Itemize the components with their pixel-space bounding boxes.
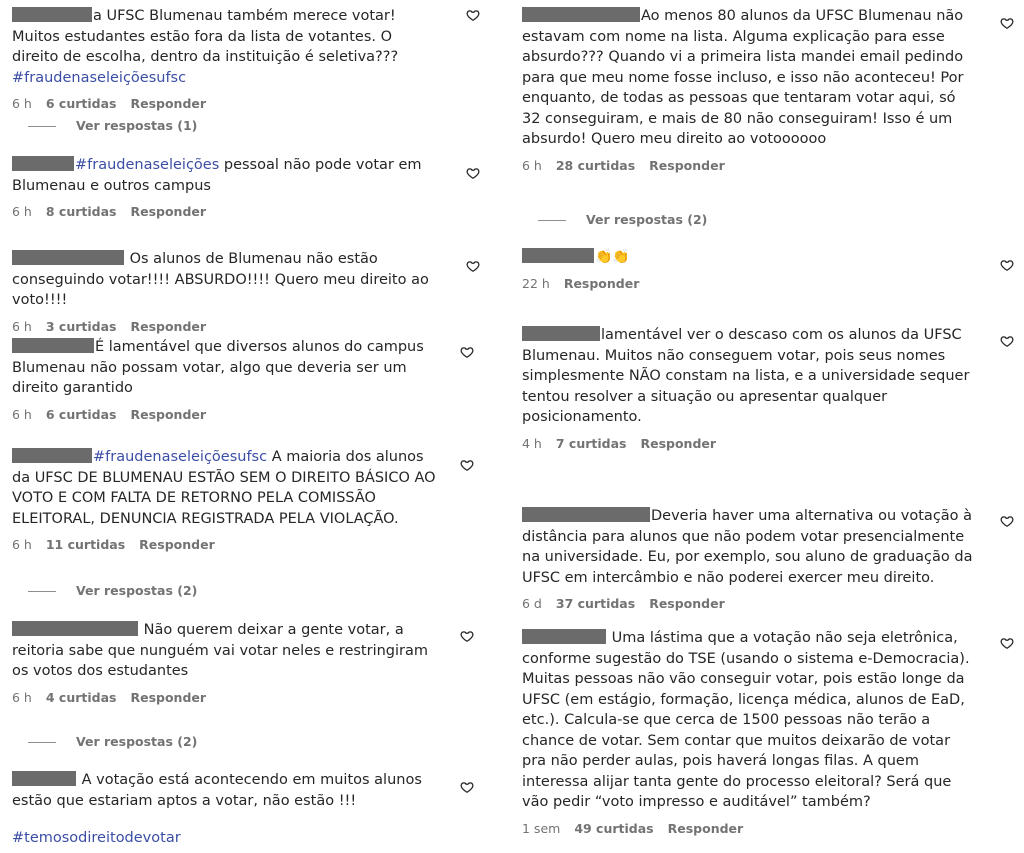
hashtag-link[interactable]: #fraudenaseleiçõesufsc — [12, 69, 187, 86]
hashtag-link[interactable]: #temosodireitodevotar — [12, 830, 181, 846]
comment-item — [12, 620, 442, 705]
hashtag-link[interactable]: #fraudenaseleiçõesufsc — [93, 449, 268, 465]
comment-item — [12, 6, 442, 111]
comment-text — [12, 337, 442, 399]
comment-text — [522, 325, 978, 428]
like-count[interactable]: 37 curtidas — [555, 596, 636, 611]
comment-meta — [522, 276, 978, 291]
comment-meta — [12, 319, 442, 334]
redacted-username — [522, 507, 650, 522]
comment-body: Não querem deixar a gente votar, a reitoria sabe que nunguém vai votar neles e restringiram os votos dos estudantes — [12, 622, 428, 679]
comment-text — [12, 770, 442, 811]
reply-button[interactable]: Responder — [130, 96, 207, 111]
comment-item — [12, 770, 442, 811]
comment-text — [12, 447, 442, 529]
like-count[interactable]: 4 curtidas — [45, 689, 117, 705]
view-replies-label: Ver respostas (2) — [76, 583, 198, 598]
like-count[interactable]: 28 curtidas — [555, 157, 636, 173]
reply-button[interactable]: Responder — [640, 435, 717, 451]
reply-button[interactable]: Responder — [667, 820, 744, 836]
comment-item — [522, 325, 978, 451]
like-count[interactable]: 8 curtidas — [45, 204, 117, 219]
like-count[interactable]: 11 curtidas — [45, 537, 126, 552]
comment-item — [12, 447, 442, 552]
comment-item — [12, 249, 442, 334]
view-replies-label: Ver respostas (2) — [586, 212, 708, 227]
comment-body: A votação está acontecendo em muitos alunos estão que estariam aptos a votar, não estão !!! — [12, 772, 422, 809]
comment-text — [12, 249, 442, 311]
comment-meta — [522, 821, 978, 836]
comment-item — [12, 155, 442, 219]
reply-button[interactable]: Responder — [139, 537, 215, 552]
like-count[interactable]: 6 curtidas — [45, 406, 117, 422]
comment-item — [522, 506, 978, 611]
comment-meta — [522, 436, 978, 451]
comment-text — [12, 620, 442, 682]
redacted-username — [12, 448, 92, 463]
replies-divider-line — [538, 220, 566, 221]
replies-divider-line — [28, 742, 56, 743]
reply-button[interactable]: Responder — [130, 204, 207, 219]
comment-timestamp: 22 h — [522, 275, 550, 291]
like-heart-icon[interactable] — [460, 780, 474, 794]
comment-meta — [12, 96, 442, 111]
replies-divider-line — [28, 126, 56, 127]
comment-item — [522, 628, 978, 836]
comment-timestamp: 6 h — [12, 689, 32, 705]
comment-meta — [12, 537, 442, 552]
like-heart-icon[interactable] — [460, 345, 474, 359]
comment-meta — [522, 596, 978, 611]
comment-item — [522, 247, 978, 291]
reply-button[interactable]: Responder — [649, 596, 725, 611]
redacted-username — [12, 156, 74, 171]
like-heart-icon[interactable] — [460, 629, 474, 643]
comment-timestamp: 1 sem — [522, 820, 561, 836]
comment-body: Os alunos de Blumenau não estão conseguindo votar!!!! ABSURDO!!!! Quero meu direito ao voto!!!! — [12, 251, 429, 308]
redacted-username — [522, 248, 594, 263]
comment-meta — [12, 407, 442, 422]
like-count[interactable]: 3 curtidas — [45, 318, 117, 334]
redacted-username — [12, 621, 138, 636]
comment-meta — [12, 690, 442, 705]
comment-body: Deveria haver uma alternativa ou votação à distância para alunos que não podem votar presencialmente na universidade. Eu, por exemplo, sou aluno de graduação da UFSC em intercâmbio e não poderei exercer meu direito. — [522, 508, 973, 586]
comment-text — [12, 6, 442, 88]
comment-timestamp: 6 h — [12, 204, 32, 219]
comment-body: lamentável ver o descaso com os alunos da UFSC Blumenau. Muitos não conseguem votar, pois seus nomes simplesmente NÃO constam na lista, e a universidade sequer tentou resolver a situação ou apresentar qualquer posicionamento. — [522, 327, 970, 425]
like-heart-icon[interactable] — [466, 259, 480, 273]
like-heart-icon[interactable] — [1000, 334, 1014, 348]
like-count[interactable]: 6 curtidas — [45, 96, 117, 111]
like-heart-icon[interactable] — [466, 8, 480, 22]
comment-text — [522, 506, 978, 588]
view-replies-link[interactable] — [28, 734, 197, 749]
comment-timestamp: 6 h — [12, 96, 32, 111]
comment-body: a UFSC Blumenau também merece votar! Muitos estudantes estão fora da lista de votantes. O direito de escolha, dentro da instituição é seletiva??? — [12, 8, 399, 65]
reply-button[interactable]: Responder — [130, 318, 207, 334]
hashtag-link[interactable]: #fraudenaseleições — [75, 157, 220, 173]
comment-meta — [522, 158, 978, 173]
redacted-username — [12, 771, 76, 786]
comment-timestamp: 6 h — [522, 157, 542, 173]
clapping-emoji: 👏👏 — [595, 249, 630, 265]
redacted-username — [12, 250, 124, 265]
like-count[interactable]: 49 curtidas — [574, 820, 654, 836]
like-heart-icon[interactable] — [1000, 16, 1014, 30]
comment-meta — [12, 204, 442, 219]
view-replies-label: Ver respostas (2) — [76, 734, 198, 749]
comment-timestamp: 4 h — [522, 435, 542, 451]
view-replies-label: Ver respostas (1) — [76, 118, 198, 133]
replies-divider-line — [28, 591, 56, 592]
redacted-username — [12, 338, 94, 353]
reply-button[interactable]: Responder — [649, 157, 725, 173]
comment-body: Uma lástima que a votação não seja eletrônica, conforme sugestão do TSE (usando o sistema e-Democracia). Muitas pessoas não vão conseguir votar, pois estão longe da UFSC (em estágio, formação, licença médica, alunos de EaD, etc.). Calcula-se que cerca de 1500 pessoas não terão a chance de votar. Sem contar que muitos deixarão de votar pra não perder aulas, pois haverá longas filas. A quem interessa alijar tanta gente do processo eleitoral? Será que vão pedir “voto impresso e auditável” também? — [522, 630, 970, 810]
comment-timestamp: 6 h — [12, 406, 32, 422]
reply-button[interactable]: Responder — [130, 406, 207, 422]
comment-text — [522, 6, 978, 150]
comment-body: pessoal não pode votar em Blumenau e outros campus — [12, 157, 422, 194]
like-heart-icon[interactable] — [466, 166, 480, 180]
like-count[interactable]: 7 curtidas — [555, 435, 627, 451]
like-heart-icon[interactable] — [1000, 514, 1014, 528]
view-replies-link[interactable] — [538, 212, 707, 227]
reply-button[interactable]: Responder — [563, 275, 640, 291]
comment-item — [12, 337, 442, 422]
like-heart-icon[interactable] — [460, 458, 474, 472]
comment-item — [522, 6, 978, 173]
view-replies-link[interactable] — [28, 583, 197, 598]
comment-text — [522, 247, 978, 268]
comment-text — [522, 628, 978, 813]
comment-body: A maioria dos alunos da UFSC DE BLUMENAU ESTÃO SEM O DIREITO BÁSICO AO VOTO E COM FALTA DE RETORNO PELA COMISSÃO ELEITORAL, DENUNCIA REGISTRADA PELA VIOLAÇÃO. — [12, 449, 436, 527]
redacted-username — [522, 629, 606, 644]
comment-timestamp: 6 d — [522, 596, 542, 611]
view-replies-link[interactable] — [28, 118, 197, 133]
comment-text — [12, 155, 442, 196]
comment-body: É lamentável que diversos alunos do campus Blumenau não possam votar, algo que deveria ser um direito garantido — [12, 339, 424, 396]
redacted-username — [12, 7, 92, 22]
comment-timestamp: 6 h — [12, 318, 32, 334]
comment-body: Ao menos 80 alunos da UFSC Blumenau não estavam com nome na lista. Alguma explicação para esse absurdo??? Quando vi a primeira lista mandei email pedindo para que meu nome fosse incluso, e isso não aconteceu! Por enquanto, de todas as pessoas que tentaram votar aqui, só 32 conseguiram, e mais de 80 não conseguiram! Isso é um absurdo! Quero meu direito ao votoooooo — [522, 8, 964, 147]
redacted-username — [522, 326, 600, 341]
redacted-username — [522, 7, 640, 22]
comment-timestamp: 6 h — [12, 537, 32, 552]
like-heart-icon[interactable] — [1000, 258, 1014, 272]
like-heart-icon[interactable] — [1000, 636, 1014, 650]
reply-button[interactable]: Responder — [130, 689, 207, 705]
